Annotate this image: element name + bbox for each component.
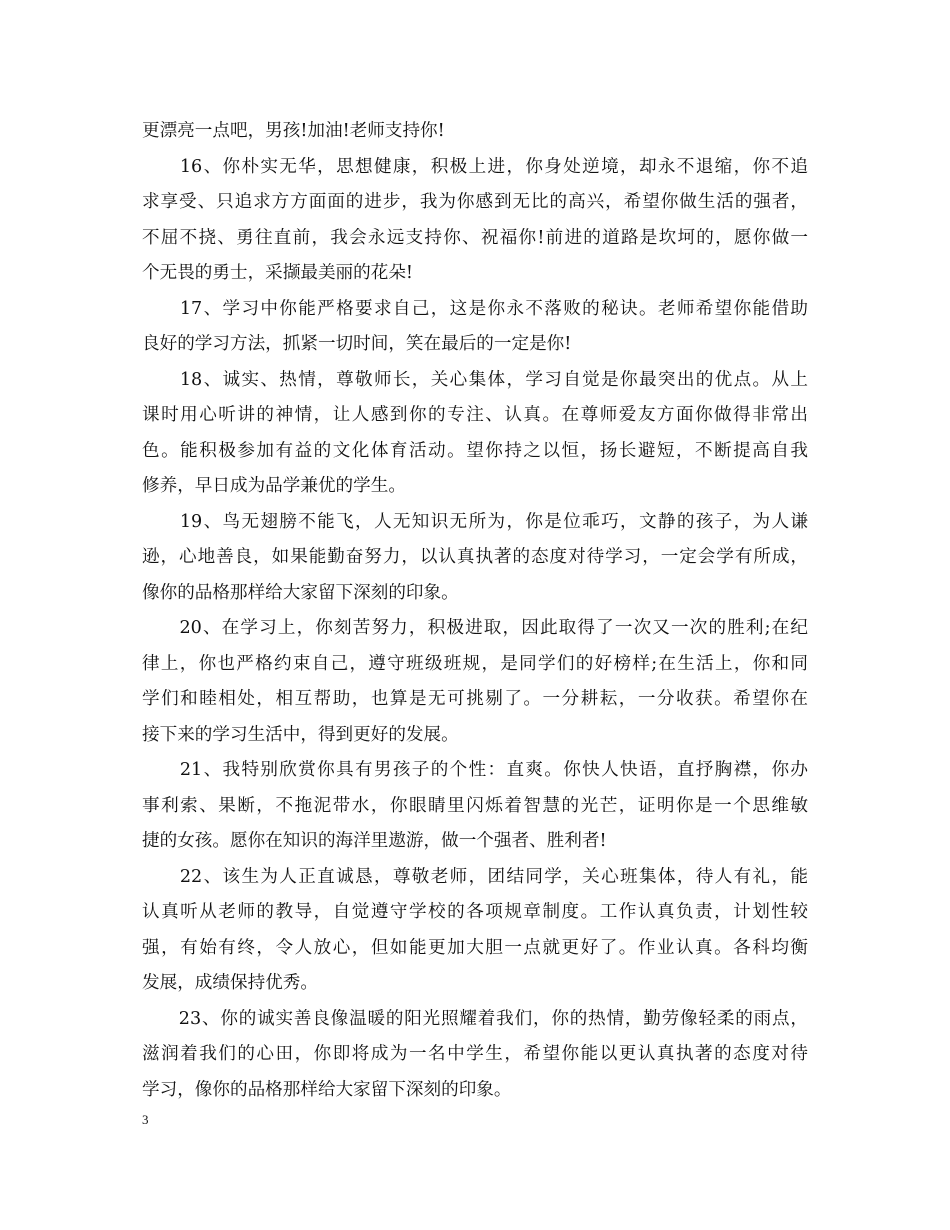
paragraph-p20 bbox=[142, 611, 808, 753]
text-line: 更漂亮一点吧，男孩!加油!老师支持你! bbox=[142, 121, 445, 141]
text-line: 接下来的学习生活中，得到更好的发展。 bbox=[142, 724, 459, 745]
text-line: 21、我特别欣赏你具有男孩子的个性：直爽。你快人快语，直抒胸襟，你办 bbox=[142, 760, 808, 780]
page-number: 3 bbox=[142, 1112, 149, 1127]
text-line: 色。能积极参加有益的文化体育活动。望你持之以恒，扬长避短，不断提高自我 bbox=[142, 440, 808, 461]
text-line: 求享受、只追求方方面面的进步，我为你感到无比的高兴，希望你做生活的强者， bbox=[142, 192, 808, 212]
text-line: 18、诚实、热情，尊敬师长，关心集体，学习自觉是你最突出的优点。从上 bbox=[142, 369, 808, 390]
paragraph-p19 bbox=[142, 505, 808, 612]
paragraph-p18 bbox=[142, 363, 808, 505]
paragraph-p23 bbox=[142, 1002, 808, 1109]
text-line: 滋润着我们的心田，你即将成为一名中学生，希望你能以更认真执著的态度对待 bbox=[142, 1044, 808, 1064]
text-line: 良好的学习方法，抓紧一切时间，笑在最后的一定是你! bbox=[142, 334, 572, 354]
text-line: 课时用心听讲的神情，让人感到你的专注、认真。在尊师爱友方面你做得非常出 bbox=[142, 405, 808, 425]
text-line: 23、你的诚实善良像温暖的阳光照耀着我们，你的热情，勤劳像轻柔的雨点， bbox=[142, 1008, 808, 1029]
paragraph-p15-tail bbox=[142, 114, 808, 150]
paragraph-p22 bbox=[142, 860, 808, 1002]
text-line: 17、学习中你能严格要求自己，这是你永不落败的秘诀。老师希望你能借助 bbox=[142, 298, 808, 319]
text-line: 不屈不挠、勇往直前，我会永远支持你、祝福你!前进的道路是坎坷的，愿你做一 bbox=[142, 227, 808, 248]
text-line: 19、鸟无翅膀不能飞，人无知识无所为，你是位乖巧，文静的孩子，为人谦 bbox=[142, 511, 808, 532]
text-line: 修养，早日成为品学兼优的学生。 bbox=[142, 476, 406, 496]
paragraph-p17 bbox=[142, 292, 808, 363]
text-line: 强，有始有终，令人放心，但如能更加大胆一点就更好了。作业认真。各科均衡 bbox=[142, 937, 808, 958]
text-line: 捷的女孩。愿你在知识的海洋里遨游，做一个强者、胜利者! bbox=[142, 831, 607, 851]
paragraph-p16 bbox=[142, 150, 808, 292]
text-line: 20、在学习上，你刻苦努力，积极进取，因此取得了一次又一次的胜利;在纪 bbox=[142, 618, 808, 638]
text-line: 16、你朴实无华，思想健康，积极上进，你身处逆境，却永不退缩，你不追 bbox=[142, 156, 808, 177]
text-line: 发展，成绩保持优秀。 bbox=[142, 973, 318, 993]
text-line: 学习，像你的品格那样给大家留下深刻的印象。 bbox=[142, 1079, 512, 1100]
text-line: 学们和睦相处，相互帮助，也算是无可挑剔了。一分耕耘，一分收获。希望你在 bbox=[142, 689, 808, 709]
document-body bbox=[142, 114, 808, 1108]
text-line: 个无畏的勇士，采撷最美丽的花朵! bbox=[142, 263, 413, 283]
text-line: 像你的品格那样给大家留下深刻的印象。 bbox=[142, 582, 459, 603]
text-line: 认真听从老师的教导，自觉遵守学校的各项规章制度。工作认真负责，计划性较 bbox=[142, 902, 808, 922]
text-line: 事利索、果断，不拖泥带水，你眼睛里闪烁着智慧的光芒，证明你是一个思维敏 bbox=[142, 795, 808, 816]
text-line: 逊，心地善良，如果能勤奋努力，以认真执著的态度对待学习，一定会学有所成， bbox=[142, 547, 808, 567]
text-line: 22、该生为人正直诚恳，尊敬老师，团结同学，关心班集体，待人有礼，能 bbox=[142, 866, 808, 887]
paragraph-p21 bbox=[142, 753, 808, 860]
text-line: 律上，你也严格约束自己，遵守班级班规，是同学们的好榜样;在生活上，你和同 bbox=[142, 653, 808, 674]
